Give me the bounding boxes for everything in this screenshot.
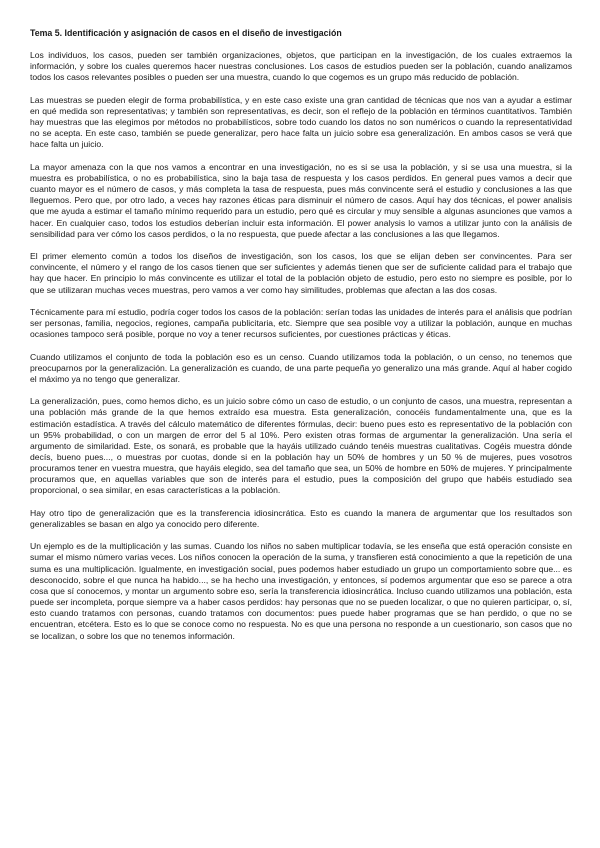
paragraph-5: Técnicamente para mí estudio, podría coger todos los casos de la población: serían todas las unidades de interés para el análisis que podrían ser personas, familia, negocios, regiones, campaña publicitaria, etc. Siempre que sea posible voy a utilizar la población, aunque en muchas ocasiones tampoco será posible, porque no voy a tener recursos suficientes, por cuestiones prácticas y éticas.	[30, 306, 572, 340]
paragraph-1: Los individuos, los casos, pueden ser también organizaciones, objetos, que participan en la investigación, de los cuales extraemos la información, y sobre los cuales queremos hacer nuestras conclusiones. Los casos de estudios pueden ser la población, cuando analizamos todos los casos relevantes posibles o pueden ser una muestra, cuando lo que cogemos es un grupo más reducido de población.	[30, 50, 572, 83]
paragraph-3: La mayor amenaza con la que nos vamos a encontrar en una investigación, no es si se usa la población, y si se usa una muestra, si la muestra es probabilística, o no es probabilística, sino la baja tasa de respuesta y los casos perdidos. En general pues vamos a decir que cuanto mayor es el número de casos, y más completa la tasa de respuesta, pues más convincente será el estudio y conclusiones a las que lleguemos. Pero que, por otro lado, a veces hay razones éticas para disminuir el número de casos. Aquí hay dos técnicas, el power analisis que me ayuda a estimar el tamaño mínimo requerido para un estudio, pero qué es circular y muy sensible a algunas asunciones que vamos a hacer. En cualquier caso, todos los estudios deberían incluir esta información. El power analysis lo vamos a utilizar junto con la análisis de sensibilidad para ver cómo los casos perdidos, o la no respuesta, que puede afectar a las conclusiones a las que llegamos.	[30, 161, 572, 239]
document-title: Tema 5. Identificación y asignación de casos en el diseño de investigación	[30, 28, 342, 38]
paragraph-7: La generalización, pues, como hemos dicho, es un juicio sobre cómo un caso de estudio, o un conjunto de casos, una muestra, representan a una población más grande de la que hemos extraído esa muestra. Esta generalización, conocéis fundamentalmente una, que es la estimación estadística. A través del cálculo matemático de diferentes fórmulas, decir: bueno pues esto es representativo de la población con un 95% probabilidad, o con un margen de error del 5 al 10%. Pero existen otras formas de argumentar la generalización. Una sería el argumento de similaridad. Este, os sonará, es probable que la hayáis utilizado cuándo tenéis muestras cualitativas. Cogéis muestra dónde decís, bueno pues..., o muestras por cuotas, donde si en la población hay un 50% de hombres y un 50 % de mujeres, pues vosotros procuramos tener en vuestra muestra, que hayáis elegido, sea del tamaño que sea, un 50% de hombre en 50% de mujeres. Y principalmente procuramos que, en aquellas variables que son de interés para el estudio, pues la composición del grupo que habéis estudiado sea proporcional, o sea similar, en esas características a la población.	[30, 396, 572, 496]
paragraph-6: Cuando utilizamos el conjunto de toda la población eso es un censo. Cuando utilizamos toda la población, o un censo, no tenemos que preocuparnos por la generalización. La generalización es cuando, de una parte pequeña yo generalizo una más grande. Aquí al haber cogido el máximo ya no tengo que generalizar.	[30, 351, 572, 384]
paragraph-9: Un ejemplo es de la multiplicación y las sumas. Cuando los niños no saben multiplicar todavía, se les enseña que está operación consiste en sumar el mismo número varias veces. Los niños conocen la operación de la suma, y transfieren está conocimiento a que la repetición de una suma es una multiplicación. Igualmente, en investigación social, pues podemos haber estudiado un grupo un comportamiento sobre que... es desconocido, sobre el que nunca ha habido..., se ha hecho una investigación, y entonces, sí podemos argumentar que eso se parece a otra cosa que sí conocemos, y montar un argumento sobre eso, sería la transferencia idiosincrática. Incluso cuando utilizamos una población, esta puede ser incompleta, porque siempre va a haber casos perdidos: hay personas que no se pueden localizar, o que no quieren participar, o, sí, esto cuando tratamos con personas, cuando tratamos con documentos: pues puede haber programas que se han perdido, o que no se encuentran, etcétera. Esto es lo que se conoce como no respuesta. No es que una persona no responde a un cuestionario, son casos que no se localizan, o sobre los que no tenemos información.	[30, 541, 572, 641]
document-page	[30, 28, 572, 653]
paragraph-2: Las muestras se pueden elegir de forma probabilística, y en este caso existe una gran cantidad de técnicas que nos van a ayudar a estimar en qué medida son representativas; y también son representativas, es decir, son el reflejo de la población en términos cuantitativos. También hay muestras que las elegimos por métodos no probabilísticos, sobre todo cuando los datos no son numéricos o cuando la representatividad no se acepta. En este caso, también se puede generalizar, pero hace falta un juicio sobre esa generalización. En ambos casos se verá que hace falta un juicio.	[30, 94, 572, 150]
paragraph-4: El primer elemento común a todos los diseños de investigación, son los casos, los que se elijan deben ser convincentes. Para ser convincente, el número y el rango de los casos tienen que ser suficientes y además tienen que ser de suficiente calidad para el trabajo que hay que hacer. En principio lo más convincente es utilizar el total de la población objeto de estudio, pero esto no siempre es posible, por lo que se utilizaran muchas veces muestras, pero vamos a ver como hay similitudes, problemas que afectan a las dos cosas.	[30, 251, 572, 295]
paragraph-8: Hay otro tipo de generalización que es la transferencia idiosincrática. Esto es cuando la manera de argumentar que los resultados son generalizables se basan en algo ya conocido pero diferente.	[30, 507, 572, 529]
